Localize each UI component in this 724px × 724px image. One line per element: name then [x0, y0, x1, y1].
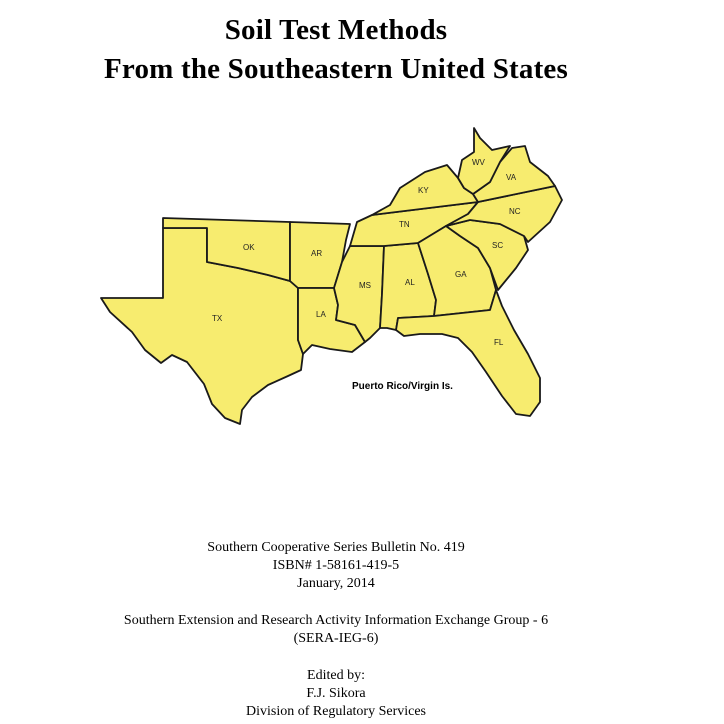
editor-name: F.J. Sikora	[306, 686, 366, 701]
state-label-tn: TN	[399, 220, 410, 229]
state-label-ok: OK	[243, 243, 255, 252]
state-label-sc: SC	[492, 241, 504, 250]
editor-label: Edited by:	[307, 668, 365, 683]
state-label-nc: NC	[509, 207, 521, 216]
state-label-va: VA	[506, 173, 517, 182]
state-label-fl: FL	[494, 338, 504, 347]
state-label-ga: GA	[455, 270, 467, 279]
title-line-2: From the Southeastern United States	[104, 53, 568, 85]
editor-division: Division of Regulatory Services	[245, 704, 427, 719]
state-label-ms: MS	[359, 281, 371, 290]
bulletin-isbn: ISBN# 1-58161-419-5	[272, 558, 400, 573]
bulletin-series: Southern Cooperative Series Bulletin No. 419	[207, 540, 465, 555]
state-label-al: AL	[405, 278, 415, 287]
group-info	[0, 612, 672, 648]
group-name: Southern Extension and Research Activity Information Exchange Group - 6	[123, 613, 549, 628]
bulletin-date: January, 2014	[297, 576, 375, 591]
bulletin-info	[0, 539, 672, 593]
group-abbrev: (SERA-IEG-6)	[293, 631, 379, 646]
state-label-ar: AR	[311, 249, 323, 258]
state-label-wv: WV	[472, 158, 485, 167]
editor-info	[0, 667, 672, 721]
state-label-la: LA	[316, 310, 326, 319]
territory-note: Puerto Rico/Virgin Is.	[352, 381, 453, 392]
state-label-ky: KY	[418, 186, 429, 195]
title-line-1: Soil Test Methods	[224, 14, 448, 46]
state-label-tx: TX	[212, 314, 223, 323]
